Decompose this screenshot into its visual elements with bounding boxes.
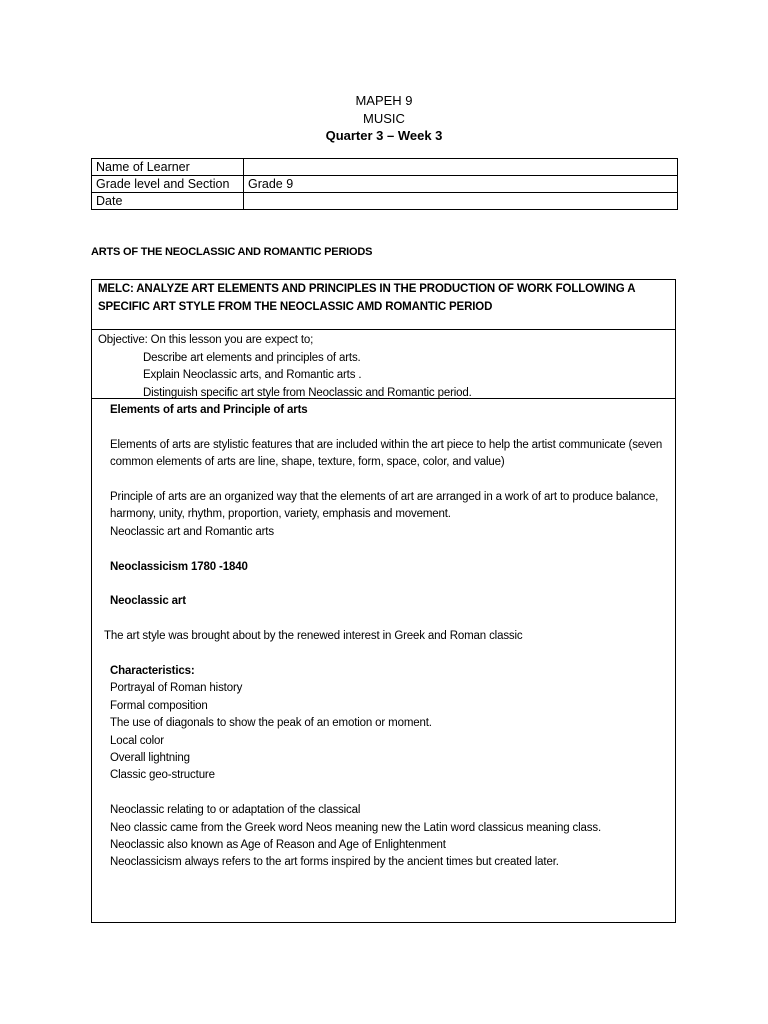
learner-info-table bbox=[91, 158, 678, 210]
characteristics-heading: Characteristics: bbox=[110, 665, 195, 677]
document-header bbox=[0, 92, 768, 145]
list-item: Local color bbox=[110, 734, 164, 747]
list-item: Formal composition bbox=[110, 699, 208, 712]
note-line: Neoclassic also known as Age of Reason and Age of Enlightenment bbox=[110, 839, 446, 852]
date-value bbox=[244, 193, 678, 210]
objective-item: Explain Neoclassic arts, and Romantic arts . bbox=[143, 369, 362, 381]
elements-heading: Elements of arts and Principle of arts bbox=[110, 404, 308, 416]
objective-item: Distinguish specific art style from Neoclassic and Romantic period. bbox=[143, 386, 472, 399]
objective-intro: Objective: On this lesson you are expect to; bbox=[98, 334, 314, 346]
grade-section-label: Grade level and Section bbox=[92, 176, 244, 193]
table-row bbox=[92, 159, 678, 176]
note-line: Neoclassicism always refers to the art forms inspired by the ancient times but created later. bbox=[110, 856, 559, 869]
list-item: Portrayal of Roman history bbox=[110, 682, 243, 695]
name-label: Name of Learner bbox=[92, 159, 244, 176]
lesson-content bbox=[91, 398, 676, 923]
list-item: Classic geo-structure bbox=[110, 769, 215, 782]
grade-section-value: Grade 9 bbox=[244, 176, 678, 193]
principles-paragraph: Principle of arts are an organized way that the elements of art are arranged in a work of art to produce balance, harmony, unity, rhythm, proportion, variety, emphasis and movement. bbox=[110, 491, 659, 521]
list-item: Overall lightning bbox=[110, 752, 190, 765]
subject-title: MAPEH 9 bbox=[355, 93, 413, 108]
date-label: Date bbox=[92, 193, 244, 210]
table-row bbox=[92, 176, 678, 193]
list-item: The use of diagonals to show the peak of an emotion or moment. bbox=[110, 717, 432, 730]
section-title: ARTS OF THE NEOCLASSIC AND ROMANTIC PERIODS bbox=[91, 246, 373, 258]
objective-item: Describe art elements and principles of arts. bbox=[143, 351, 361, 364]
table-row bbox=[92, 193, 678, 210]
melc-box: MELC: ANALYZE ART ELEMENTS AND PRINCIPLES IN THE PRODUCTION OF WORK FOLLOWING A SPECIFIC ART STYLE FROM THE NEOCLASSIC AMD ROMANTIC PERIOD bbox=[91, 279, 676, 330]
neo-romantic-line: Neoclassic art and Romantic arts bbox=[110, 525, 274, 538]
art-style-paragraph: The art style was brought about by the renewed interest in Greek and Roman classic bbox=[104, 630, 523, 643]
neoclassicism-heading: Neoclassicism 1780 -1840 bbox=[110, 560, 248, 573]
quarter-week: Quarter 3 – Week 3 bbox=[325, 128, 443, 143]
objective-box bbox=[91, 330, 676, 399]
note-line: Neoclassic relating to or adaptation of the classical bbox=[110, 804, 361, 817]
name-value bbox=[244, 159, 678, 176]
note-line: Neo classic came from the Greek word Neos meaning new the Latin word classicus meaning class. bbox=[110, 821, 601, 834]
subject-area: MUSIC bbox=[363, 110, 405, 126]
neoclassic-art-heading: Neoclassic art bbox=[110, 595, 186, 608]
elements-paragraph: Elements of arts are stylistic features that are included within the art piece to help the artist communicate (seven common elements of arts are line, shape, texture, form, space, color, and value) bbox=[110, 438, 663, 469]
